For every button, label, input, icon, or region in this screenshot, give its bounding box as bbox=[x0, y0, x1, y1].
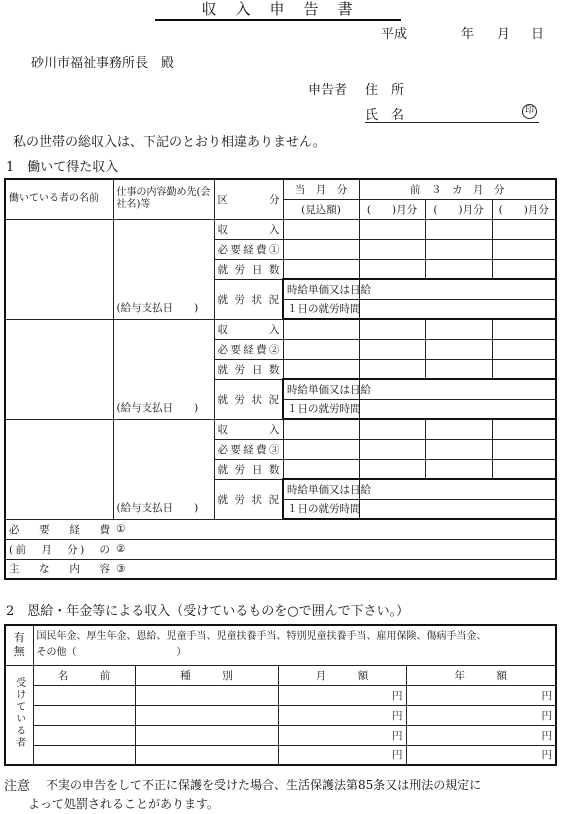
header-category: 区 分 bbox=[214, 179, 283, 219]
expense-note-label: 必 要 経 費 bbox=[5, 519, 113, 539]
date-year: 年 bbox=[461, 27, 475, 42]
value-cell[interactable] bbox=[492, 239, 556, 259]
row-status-label: 就労状況 bbox=[214, 279, 283, 319]
value-cell[interactable] bbox=[425, 439, 492, 459]
header-current-month: 当 月 分 bbox=[283, 179, 359, 199]
wage-label: 時給単価又は日給 bbox=[283, 279, 359, 299]
value-cell[interactable] bbox=[359, 359, 425, 379]
earned-income-table bbox=[4, 178, 557, 580]
value-cell[interactable] bbox=[283, 219, 359, 239]
job-cell[interactable] bbox=[113, 419, 214, 519]
note-label: 注意 bbox=[4, 779, 31, 794]
header-month-cell[interactable]: ( )月分 bbox=[425, 199, 492, 219]
value-cell[interactable] bbox=[492, 319, 556, 339]
monthly-amount-cell[interactable] bbox=[278, 685, 406, 705]
monthly-amount-cell[interactable] bbox=[278, 705, 406, 725]
pension-types-line1: 国民年金、厚生年金、恩給、児童手当、児童扶養手当、特別児童扶養手当、雇用保険、傷病手当金、 bbox=[36, 631, 487, 643]
header-estimate: (見込額) bbox=[283, 199, 359, 219]
payday-label: (給与支払日 ) bbox=[116, 501, 199, 514]
expense-note-label: 主 な 内 容 bbox=[5, 559, 113, 579]
type-cell[interactable] bbox=[135, 685, 278, 705]
value-cell[interactable] bbox=[425, 219, 492, 239]
monthly-amount-cell[interactable] bbox=[278, 745, 406, 765]
recipient-name-cell[interactable] bbox=[33, 725, 135, 745]
section1-title: 1 働いて得た収入 bbox=[6, 160, 119, 175]
job-cell[interactable] bbox=[113, 219, 214, 319]
value-cell[interactable] bbox=[492, 419, 556, 439]
header-month-cell[interactable]: ( )月分 bbox=[359, 199, 425, 219]
applicant-address-label: 住 所 bbox=[365, 83, 405, 98]
value-cell[interactable] bbox=[359, 439, 425, 459]
value-cell[interactable] bbox=[425, 459, 492, 479]
value-cell[interactable] bbox=[359, 419, 425, 439]
value-cell[interactable] bbox=[283, 359, 359, 379]
row-status-label: 就労状況 bbox=[214, 479, 283, 519]
yen-unit: 円 bbox=[392, 749, 403, 762]
row-expense-label: 必要経費③ bbox=[214, 439, 283, 459]
header-worker-name: 働いている者の名前 bbox=[5, 179, 113, 219]
worker-name-cell[interactable] bbox=[5, 219, 113, 319]
row-income-label: 収 入 bbox=[214, 219, 283, 239]
value-cell[interactable] bbox=[283, 239, 359, 259]
value-cell[interactable] bbox=[359, 319, 425, 339]
value-cell[interactable] bbox=[283, 439, 359, 459]
col-name: 名 前 bbox=[33, 665, 135, 685]
yen-unit: 円 bbox=[392, 729, 403, 742]
wage-value[interactable] bbox=[359, 279, 556, 299]
recipient-name-cell[interactable] bbox=[33, 705, 135, 725]
value-cell[interactable] bbox=[492, 359, 556, 379]
value-cell[interactable] bbox=[283, 259, 359, 279]
annual-amount-cell[interactable] bbox=[406, 685, 556, 705]
value-cell[interactable] bbox=[283, 459, 359, 479]
annual-amount-cell[interactable] bbox=[406, 725, 556, 745]
seal-icon: 印 bbox=[522, 104, 537, 119]
value-cell[interactable] bbox=[283, 339, 359, 359]
header-prev3: 前 ３ カ 月 分 bbox=[359, 179, 556, 199]
wage-value[interactable] bbox=[359, 379, 556, 399]
wage-value[interactable] bbox=[359, 479, 556, 499]
col-monthly: 月 額 bbox=[278, 665, 406, 685]
value-cell[interactable] bbox=[425, 239, 492, 259]
pension-income-table bbox=[4, 624, 557, 766]
value-cell[interactable] bbox=[359, 239, 425, 259]
worker-name-cell[interactable] bbox=[5, 419, 113, 519]
yen-unit: 円 bbox=[392, 709, 403, 722]
value-cell[interactable] bbox=[492, 259, 556, 279]
value-cell[interactable] bbox=[425, 419, 492, 439]
yen-unit: 円 bbox=[541, 709, 552, 722]
value-cell[interactable] bbox=[425, 339, 492, 359]
hours-label: １日の就労時間 bbox=[283, 299, 359, 319]
form-title: 収 入 申 告 書 bbox=[155, 0, 401, 21]
yen-unit: 円 bbox=[541, 749, 552, 762]
note-line1: 不実の申告をして不正に保護を受けた場合、生活保護法第85条又は刑法の規定に bbox=[46, 778, 482, 792]
note-line2: よって処罰されることがあります。 bbox=[28, 797, 220, 811]
value-cell[interactable] bbox=[492, 459, 556, 479]
value-cell[interactable] bbox=[492, 439, 556, 459]
value-cell[interactable] bbox=[425, 359, 492, 379]
value-cell[interactable] bbox=[425, 259, 492, 279]
expense-note-mark: ③ bbox=[116, 562, 126, 575]
row-days-label: 就労日数 bbox=[214, 359, 283, 379]
type-cell[interactable] bbox=[135, 705, 278, 725]
type-cell[interactable] bbox=[135, 745, 278, 765]
col-annual: 年 額 bbox=[406, 665, 556, 685]
recipient-label: 受けている者 bbox=[5, 665, 33, 765]
row-days-label: 就労日数 bbox=[214, 459, 283, 479]
value-cell[interactable] bbox=[492, 219, 556, 239]
yen-unit: 円 bbox=[392, 689, 403, 702]
value-cell[interactable] bbox=[492, 339, 556, 359]
statement: 私の世帯の総収入は、下記のとおり相違ありません。 bbox=[13, 135, 326, 150]
yes-no-label[interactable]: 有無 bbox=[5, 625, 33, 665]
value-cell[interactable] bbox=[359, 219, 425, 239]
payday-label: (給与支払日 ) bbox=[116, 401, 199, 414]
row-income-label: 収 入 bbox=[214, 319, 283, 339]
row-expense-label: 必要経費① bbox=[214, 239, 283, 259]
applicant-name-label: 氏 名 bbox=[365, 108, 405, 123]
value-cell[interactable] bbox=[359, 259, 425, 279]
addressee: 砂川市福祉事務所長 殿 bbox=[31, 56, 175, 71]
header-job: 仕事の内容勤め先(会社名)等 bbox=[113, 179, 214, 219]
header-month-cell[interactable]: ( )月分 bbox=[492, 199, 556, 219]
value-cell[interactable] bbox=[359, 459, 425, 479]
row-status-label: 就労状況 bbox=[214, 379, 283, 419]
row-days-label: 就労日数 bbox=[214, 259, 283, 279]
hours-label: １日の就労時間 bbox=[283, 399, 359, 419]
worker-name-cell[interactable] bbox=[5, 319, 113, 419]
hours-value[interactable] bbox=[359, 299, 556, 319]
row-expense-label: 必要経費② bbox=[214, 339, 283, 359]
recipient-name-cell[interactable] bbox=[33, 685, 135, 705]
section2-title: 2 恩給・年金等による収入（受けているものを○で囲んで下さい。） bbox=[6, 604, 410, 619]
value-cell[interactable] bbox=[359, 339, 425, 359]
hours-value[interactable] bbox=[359, 399, 556, 419]
expense-note-label: (前 月 分) の bbox=[5, 539, 113, 559]
date-day: 日 bbox=[531, 27, 545, 42]
yen-unit: 円 bbox=[541, 689, 552, 702]
pension-types-line2: その他（ ） bbox=[36, 647, 187, 659]
expense-note-field[interactable] bbox=[113, 559, 556, 579]
payday-label: (給与支払日 ) bbox=[116, 301, 199, 314]
monthly-amount-cell[interactable] bbox=[278, 725, 406, 745]
annual-amount-cell[interactable] bbox=[406, 745, 556, 765]
value-cell[interactable] bbox=[283, 419, 359, 439]
row-income-label: 収 入 bbox=[214, 419, 283, 439]
wage-label: 時給単価又は日給 bbox=[283, 479, 359, 499]
hours-value[interactable] bbox=[359, 499, 556, 519]
expense-note-mark: ② bbox=[116, 543, 126, 555]
expense-note-field[interactable] bbox=[113, 519, 556, 539]
col-type: 種 別 bbox=[135, 665, 278, 685]
value-cell[interactable] bbox=[283, 319, 359, 339]
job-cell[interactable] bbox=[113, 319, 214, 419]
date-era: 平成 bbox=[381, 27, 408, 42]
expense-note-mark: ① bbox=[116, 523, 126, 536]
value-cell[interactable] bbox=[425, 319, 492, 339]
recipient-name-cell[interactable] bbox=[33, 745, 135, 765]
applicant-label: 申告者 bbox=[308, 83, 348, 98]
type-cell[interactable] bbox=[135, 725, 278, 745]
wage-label: 時給単価又は日給 bbox=[283, 379, 359, 399]
annual-amount-cell[interactable] bbox=[406, 705, 556, 725]
expense-note-field[interactable] bbox=[113, 539, 556, 559]
pension-types[interactable] bbox=[33, 625, 556, 665]
date-month: 月 bbox=[497, 27, 511, 42]
yen-unit: 円 bbox=[541, 729, 552, 742]
applicant-name-field[interactable] bbox=[365, 104, 539, 123]
hours-label: １日の就労時間 bbox=[283, 499, 359, 519]
